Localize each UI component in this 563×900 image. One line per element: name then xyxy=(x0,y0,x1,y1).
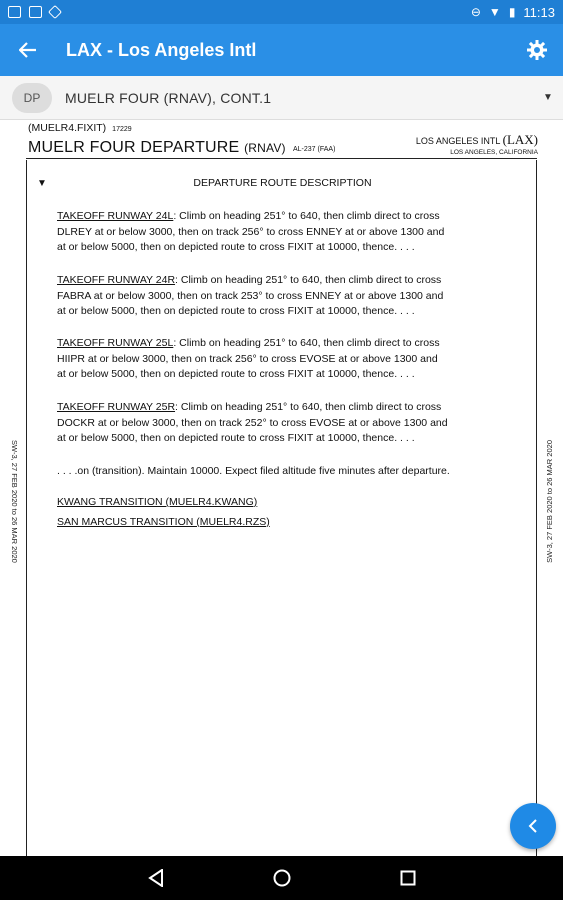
runway-label: TAKEOFF RUNWAY 24R xyxy=(57,274,176,286)
notification-icon xyxy=(8,6,21,18)
section-title: DEPARTURE ROUTE DESCRIPTION xyxy=(193,177,372,189)
runway-label: TAKEOFF RUNWAY 24L xyxy=(57,210,174,222)
gear-icon xyxy=(527,40,547,60)
arrow-left-icon xyxy=(19,42,37,58)
wifi-icon: ▼ xyxy=(488,5,501,19)
nav-home-button[interactable] xyxy=(267,863,297,893)
battery-icon: ▮ xyxy=(508,5,516,19)
runway-label: TAKEOFF RUNWAY 25L xyxy=(57,337,174,349)
page-title: LAX - Los Angeles Intl xyxy=(66,39,257,60)
settings-button[interactable] xyxy=(511,24,563,76)
effective-dates-left: SW-3, 27 FEB 2020 to 26 MAR 2020 xyxy=(10,440,19,563)
notification-icon xyxy=(29,6,42,18)
transition-item: KWANG TRANSITION (MUELR4.KWANG) xyxy=(57,496,258,508)
do-not-disturb-icon: ⊖ xyxy=(470,5,481,19)
runway-description: TAKEOFF RUNWAY 24L: Climb on heading 251° to 640, then climb direct to cross DLREY at or below 3000, then on track 256° to cross ENNEY at or above 1300 and at or below 5000, then on depicted route to cross FIXIT at 10000, thence. . . . xyxy=(57,210,445,253)
procedure-code: (MUELR4.FIXIT) xyxy=(28,122,107,134)
runway-description: TAKEOFF RUNWAY 25R: Climb on heading 251° to 640, then climb direct to cross DOCKR at or below 3000, then on track 252° to cross EVOSE at or above 1300 and at or below 5000, then on depicted route to cross FIXIT at 10000, thence. . . . xyxy=(57,401,448,444)
chevron-left-icon xyxy=(528,819,538,833)
al-number: AL-237 (FAA) xyxy=(293,146,336,153)
collapse-button[interactable] xyxy=(510,803,556,849)
transition-note: . . . .on (transition). Maintain 10000. Expect filed altitude five minutes after departure. xyxy=(57,465,450,477)
procedure-type-badge: DP xyxy=(12,83,52,113)
airport-city: LOS ANGELES, CALIFORNIA xyxy=(450,149,538,156)
effective-dates-right: SW-3, 27 FEB 2020 to 26 MAR 2020 xyxy=(545,440,554,563)
notification-icons xyxy=(8,6,60,18)
procedure-name: MUELR FOUR (RNAV), CONT.1 xyxy=(65,89,272,106)
airport-id: (LAX) xyxy=(502,132,538,147)
app-bar xyxy=(0,24,563,76)
circle-home-icon xyxy=(273,869,291,887)
transition-item: SAN MARCUS TRANSITION (MUELR4.RZS) xyxy=(57,516,270,528)
nav-recents-button[interactable] xyxy=(393,863,423,893)
status-bar xyxy=(0,0,563,24)
triangle-back-icon xyxy=(148,869,164,887)
rnav-label: (RNAV) xyxy=(244,141,286,155)
system-nav-bar xyxy=(0,856,563,900)
square-recents-icon xyxy=(400,870,416,886)
clock: 11:13 xyxy=(523,4,555,20)
airport-name: LOS ANGELES INTL xyxy=(415,136,501,146)
back-button[interactable] xyxy=(0,24,56,76)
nav-back-button[interactable] xyxy=(141,863,171,893)
departure-name: MUELR FOUR DEPARTURE xyxy=(28,139,240,156)
divider xyxy=(26,158,537,159)
chevron-down-icon: ▼ xyxy=(543,92,553,103)
chart-header xyxy=(28,122,538,160)
runway-description: TAKEOFF RUNWAY 24R: Climb on heading 251° to 640, then climb direct to cross FABRA at or below 3000, then on track 253° to cross ENNEY at or above 1300 and at or below 5000, then on depicted route to cross FIXIT at 10000, thence. . . . xyxy=(57,274,444,317)
tag-icon xyxy=(48,5,62,19)
north-arrow-icon: ▼ xyxy=(37,178,47,189)
chart-body xyxy=(26,160,537,860)
procedure-selector[interactable] xyxy=(0,76,563,120)
runway-description: TAKEOFF RUNWAY 25L: Climb on heading 251° to 640, then climb direct to cross HIIPR at or below 3000, then on track 256° to cross EVOSE at or above 1300 and at or below 5000, then on depicted route to cross FIXIT at 10000, thence. . . . xyxy=(57,337,440,380)
runway-label: TAKEOFF RUNWAY 25R xyxy=(57,401,176,413)
procedure-number: 17229 xyxy=(112,126,132,133)
